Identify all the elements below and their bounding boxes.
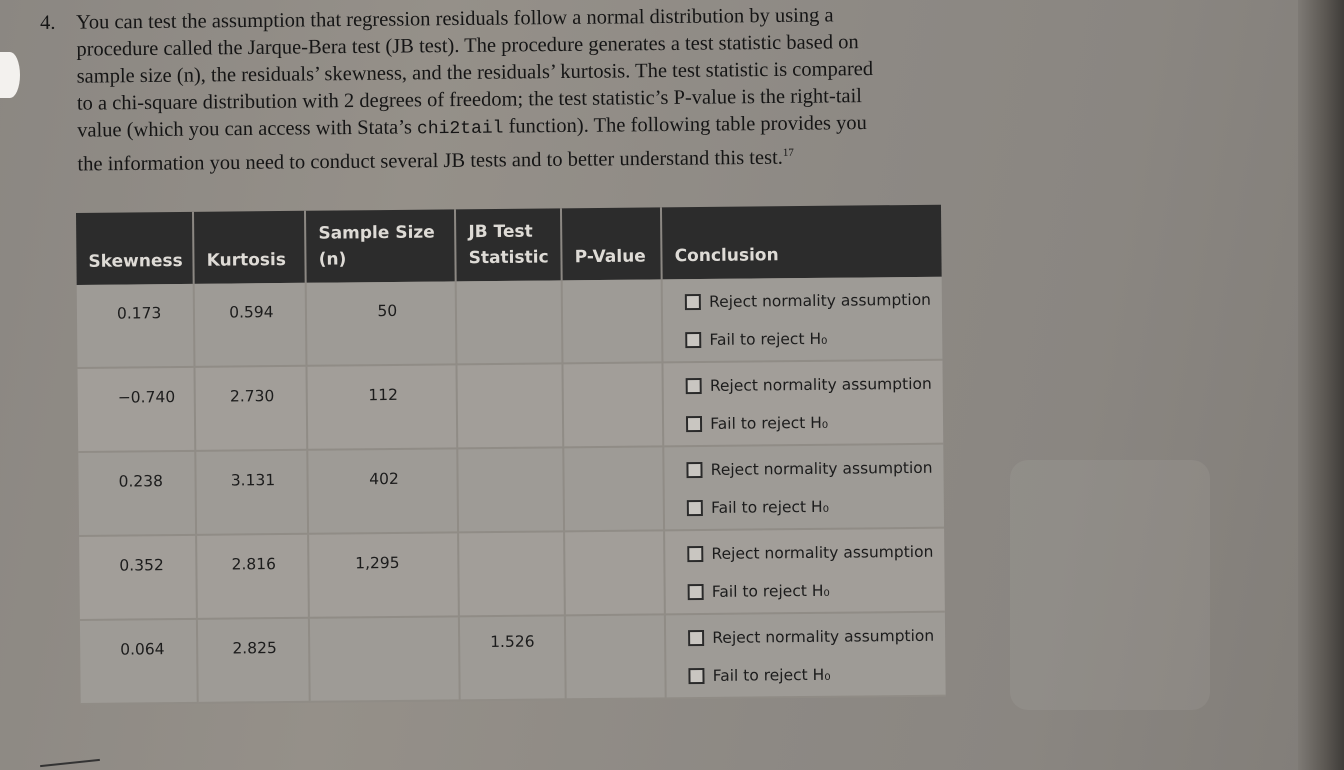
checkbox-label: Reject normality assumption <box>709 374 932 395</box>
problem-line: to a chi-square distribution with 2 degrees of freedom; the test statistic’s P-value is the right-tail <box>76 85 863 115</box>
checkbox-icon[interactable] <box>687 462 703 478</box>
table-header-row <box>76 205 942 285</box>
kurtosis-cell <box>195 366 308 451</box>
checkbox-label: Fail to reject H₀ <box>710 413 829 433</box>
p-value-cell <box>562 279 663 363</box>
p-value-cell <box>563 362 664 447</box>
kurtosis-cell-value: 2.730 <box>229 387 275 406</box>
p-value-cell <box>563 446 664 531</box>
table-row <box>78 444 944 536</box>
checkbox-label: Reject normality assumption <box>711 542 934 563</box>
kurtosis-cell <box>196 534 309 619</box>
checkbox-label: Reject normality assumption <box>710 458 933 479</box>
reject-checkbox[interactable] <box>688 617 945 657</box>
checkbox-label: Fail to reject H₀ <box>710 497 829 517</box>
table-row <box>77 277 943 368</box>
sample-size-cell <box>307 364 458 449</box>
reject-checkbox[interactable] <box>686 365 943 405</box>
checkbox-label: Reject normality assumption <box>712 626 935 647</box>
jb-test-table <box>76 205 946 705</box>
p-value-cell-value <box>565 531 663 552</box>
skewness-cell <box>80 619 198 704</box>
p-value-cell <box>565 614 666 699</box>
kurtosis-cell-value: 0.594 <box>229 303 274 322</box>
sample-size-cell-value: 402 <box>369 469 399 489</box>
checkbox-label: Fail to reject H₀ <box>712 665 831 685</box>
checkbox-icon[interactable] <box>687 500 703 516</box>
kurtosis-cell <box>197 618 310 703</box>
checkbox-icon[interactable] <box>687 546 703 562</box>
reject-checkbox[interactable] <box>687 449 944 489</box>
page-edge-shadow <box>1298 0 1344 770</box>
margin-tab <box>0 52 20 98</box>
sample-size-cell-value: 50 <box>377 301 398 321</box>
problem-number: 4. <box>40 11 56 34</box>
checkbox-icon[interactable] <box>688 584 704 600</box>
conclusion-cell <box>664 528 945 615</box>
sample-size-cell <box>307 448 458 533</box>
problem-line: You can test the assumption that regression residuals follow a normal distribution by using a <box>76 4 834 34</box>
problem-line: procedure called the Jarque-Bera test (JB test). The procedure generates a test statistic based on <box>76 31 859 61</box>
checkbox-icon[interactable] <box>685 332 701 348</box>
skewness-cell <box>77 367 195 452</box>
conclusion-cell <box>662 277 943 363</box>
jb-statistic-cell <box>457 447 564 532</box>
checkbox-icon[interactable] <box>686 416 702 432</box>
problem-line: the information you need to conduct several JB tests and to better understand this test.$^{17}$ <box>77 146 794 176</box>
table-row <box>77 360 943 452</box>
fail-to-reject-checkbox[interactable] <box>688 655 945 695</box>
jb-statistic-cell-value <box>459 532 563 549</box>
header-conclusion: Conclusion <box>661 205 942 280</box>
jb-statistic-cell-value <box>458 364 562 381</box>
sample-size-cell <box>306 281 457 365</box>
kurtosis-cell-value: 2.825 <box>232 639 277 658</box>
header-skewness: Skewness <box>76 212 194 285</box>
fail-to-reject-checkbox[interactable] <box>687 487 944 527</box>
skewness-cell-value: 0.352 <box>119 556 164 575</box>
fail-to-reject-checkbox[interactable] <box>688 571 945 611</box>
jb-statistic-cell-value <box>457 280 561 297</box>
skewness-cell-value: 0.238 <box>118 472 164 491</box>
kurtosis-cell <box>194 283 307 367</box>
checkbox-label: Fail to reject H₀ <box>709 329 828 349</box>
skewness-cell <box>77 284 195 368</box>
p-value-cell <box>564 530 665 615</box>
p-value-cell-value <box>566 615 664 636</box>
footnote-marker: 17 <box>782 146 794 159</box>
conclusion-cell <box>665 612 946 699</box>
jb-statistic-cell-value: 1.526 <box>490 632 535 652</box>
header-kurtosis: Kurtosis <box>193 211 306 284</box>
jb-statistic-cell <box>456 280 563 364</box>
skewness-cell <box>78 451 196 536</box>
bleed-through-mark <box>1010 460 1210 710</box>
kurtosis-cell-value: 3.131 <box>230 471 276 490</box>
skewness-cell <box>79 535 197 620</box>
stata-function-code: chi2tail <box>416 118 504 140</box>
problem-4 <box>40 1 932 178</box>
kurtosis-cell <box>195 450 308 535</box>
sample-size-cell <box>309 616 460 701</box>
skewness-cell-value: −0.740 <box>117 388 176 407</box>
problem-text <box>76 1 932 178</box>
checkbox-icon[interactable] <box>686 378 702 394</box>
problem-line: sample size (n), the residuals’ skewness, and the residuals’ kurtosis. The test statistic is compared <box>76 58 874 88</box>
jb-statistic-cell <box>457 363 564 448</box>
kurtosis-cell-value: 2.816 <box>231 555 277 574</box>
checkbox-icon[interactable] <box>688 630 704 646</box>
sample-size-cell-value: 112 <box>368 385 399 405</box>
checkbox-icon[interactable] <box>689 668 705 684</box>
conclusion-cell <box>663 360 944 447</box>
fail-to-reject-checkbox[interactable] <box>685 319 942 359</box>
conclusion-cell <box>663 444 944 531</box>
sample-size-cell-value <box>310 617 458 638</box>
header-jb-statistic: JB Test Statistic <box>455 208 562 281</box>
jb-statistic-cell <box>458 531 565 616</box>
p-value-cell-value <box>564 447 662 468</box>
skewness-cell-value: 0.173 <box>116 304 162 323</box>
jb-statistic-cell <box>459 615 566 700</box>
table-row <box>79 528 945 620</box>
p-value-cell-value <box>564 363 662 384</box>
table-row <box>80 612 946 704</box>
sample-size-cell-value: 1,295 <box>355 553 400 573</box>
sample-size-cell <box>308 532 459 617</box>
skewness-cell-value: 0.064 <box>120 640 165 659</box>
header-p-value: P-Value <box>561 207 662 280</box>
jb-statistic-cell-value <box>458 448 562 465</box>
checkbox-icon[interactable] <box>685 294 701 310</box>
fail-to-reject-checkbox[interactable] <box>686 403 943 443</box>
reject-checkbox[interactable] <box>685 281 942 321</box>
header-sample-size: Sample Size (n) <box>305 209 456 282</box>
p-value-cell-value <box>563 279 661 300</box>
reject-checkbox[interactable] <box>687 533 944 573</box>
problem-line: value (which you can access with Stata’s chi2tail function). The following table provides you <box>77 112 867 142</box>
checkbox-label: Reject normality assumption <box>708 290 932 311</box>
checkbox-label: Fail to reject H₀ <box>711 581 830 601</box>
